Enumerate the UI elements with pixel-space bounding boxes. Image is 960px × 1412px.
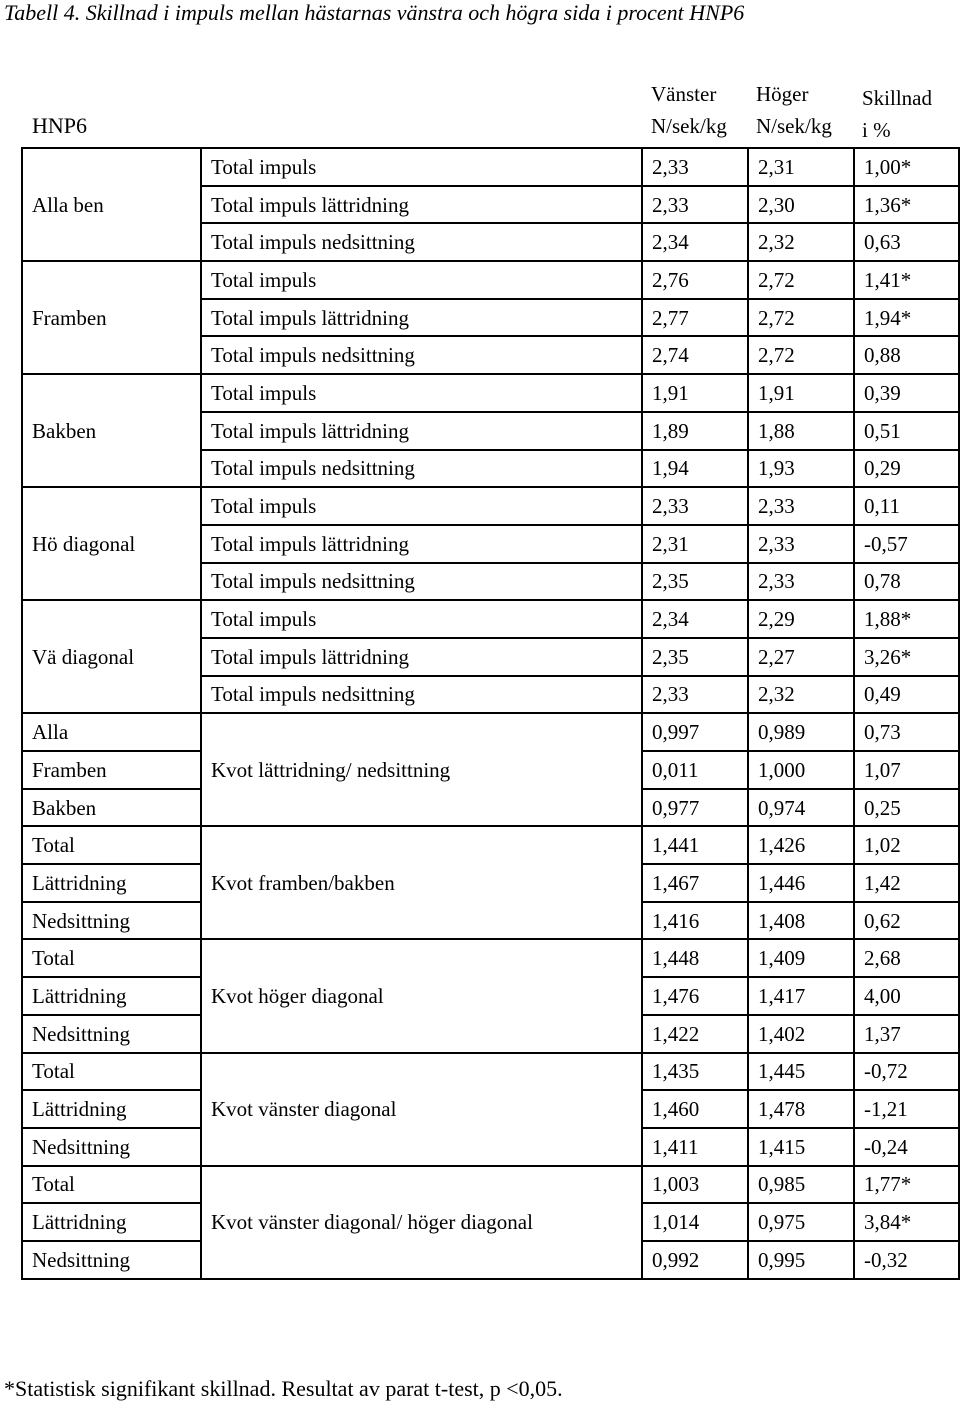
diff-value-cell: -0,24 xyxy=(854,1128,959,1166)
right-value-cell: 1,417 xyxy=(748,977,854,1015)
measure-cell: Total impuls xyxy=(201,374,642,412)
diff-value-cell: 1,42 xyxy=(854,864,959,902)
measure-cell: Kvot höger diagonal xyxy=(201,939,642,1052)
group-cell: Framben xyxy=(22,751,201,789)
measure-cell: Total impuls xyxy=(201,487,642,525)
measure-cell: Kvot vänster diagonal xyxy=(201,1053,642,1166)
left-value-cell: 2,33 xyxy=(642,676,748,714)
measure-cell: Total impuls xyxy=(201,148,642,186)
right-value-cell: 0,974 xyxy=(748,789,854,827)
right-value-cell: 2,31 xyxy=(748,148,854,186)
right-value-cell: 2,33 xyxy=(748,525,854,563)
measure-cell: Total impuls lättridning xyxy=(201,299,642,337)
right-value-cell: 1,478 xyxy=(748,1090,854,1128)
measure-cell: Total impuls nedsittning xyxy=(201,676,642,714)
footnote: *Statistisk signifikant skillnad. Resultat av parat t-test, p <0,05. xyxy=(4,1376,563,1401)
diff-value-cell: 0,88 xyxy=(854,336,959,374)
left-value-cell: 1,91 xyxy=(642,374,748,412)
data-table xyxy=(21,147,960,1280)
diff-value-cell: 3,26* xyxy=(854,638,959,676)
group-cell: Nedsittning xyxy=(22,902,201,940)
right-value-cell: 2,27 xyxy=(748,638,854,676)
header-diff xyxy=(862,82,932,146)
measure-cell: Total impuls nedsittning xyxy=(201,336,642,374)
right-value-cell: 2,32 xyxy=(748,223,854,261)
left-value-cell: 2,76 xyxy=(642,261,748,299)
group-cell: Total xyxy=(22,939,201,977)
right-value-cell: 1,91 xyxy=(748,374,854,412)
group-cell: Nedsittning xyxy=(22,1015,201,1053)
measure-cell: Kvot vänster diagonal/ höger diagonal xyxy=(201,1166,642,1279)
left-value-cell: 1,411 xyxy=(642,1128,748,1166)
left-value-cell: 2,77 xyxy=(642,299,748,337)
diff-value-cell: 1,02 xyxy=(854,826,959,864)
measure-cell: Total impuls xyxy=(201,600,642,638)
diff-value-cell: 1,37 xyxy=(854,1015,959,1053)
measure-cell: Total impuls lättridning xyxy=(201,186,642,224)
group-cell: Bakben xyxy=(22,374,201,487)
diff-value-cell: 1,36* xyxy=(854,186,959,224)
right-value-cell: 2,33 xyxy=(748,487,854,525)
left-value-cell: 0,997 xyxy=(642,713,748,751)
table-row xyxy=(22,826,959,864)
diff-value-cell: 0,63 xyxy=(854,223,959,261)
table-row xyxy=(22,600,959,638)
measure-cell: Total impuls nedsittning xyxy=(201,563,642,601)
right-value-cell: 2,32 xyxy=(748,676,854,714)
table-row xyxy=(22,374,959,412)
right-value-cell: 1,409 xyxy=(748,939,854,977)
measure-cell: Total impuls nedsittning xyxy=(201,223,642,261)
group-cell: Bakben xyxy=(22,789,201,827)
table-row xyxy=(22,148,959,186)
diff-value-cell: 1,77* xyxy=(854,1166,959,1204)
header-left-label: Vänster xyxy=(651,82,717,106)
left-value-cell: 0,992 xyxy=(642,1241,748,1279)
diff-value-cell: 3,84* xyxy=(854,1203,959,1241)
header-diff-unit: i % xyxy=(862,118,891,142)
diff-value-cell: 1,88* xyxy=(854,600,959,638)
right-value-cell: 1,445 xyxy=(748,1053,854,1091)
table-row xyxy=(22,261,959,299)
left-value-cell: 2,31 xyxy=(642,525,748,563)
header-right-label: Höger xyxy=(756,82,809,106)
measure-cell: Kvot framben/bakben xyxy=(201,826,642,939)
right-value-cell: 1,415 xyxy=(748,1128,854,1166)
right-value-cell: 2,30 xyxy=(748,186,854,224)
diff-value-cell: 2,68 xyxy=(854,939,959,977)
diff-value-cell: 1,41* xyxy=(854,261,959,299)
left-value-cell: 2,33 xyxy=(642,148,748,186)
left-value-cell: 1,003 xyxy=(642,1166,748,1204)
left-value-cell: 1,467 xyxy=(642,864,748,902)
header-right-unit: N/sek/kg xyxy=(756,114,832,138)
table-row xyxy=(22,939,959,977)
left-value-cell: 1,448 xyxy=(642,939,748,977)
header-diff-label: Skillnad xyxy=(862,86,933,110)
diff-value-cell: 0,49 xyxy=(854,676,959,714)
group-cell: Lättridning xyxy=(22,1090,201,1128)
header-right xyxy=(756,78,832,142)
group-cell: Lättridning xyxy=(22,977,201,1015)
left-value-cell: 2,34 xyxy=(642,223,748,261)
diff-value-cell: -0,57 xyxy=(854,525,959,563)
left-value-cell: 1,014 xyxy=(642,1203,748,1241)
table-row xyxy=(22,713,959,751)
table-body xyxy=(22,148,959,1279)
right-value-cell: 1,402 xyxy=(748,1015,854,1053)
diff-value-cell: 0,25 xyxy=(854,789,959,827)
group-cell: Total xyxy=(22,826,201,864)
left-value-cell: 1,441 xyxy=(642,826,748,864)
right-value-cell: 1,88 xyxy=(748,412,854,450)
diff-value-cell: 0,39 xyxy=(854,374,959,412)
table-row xyxy=(22,487,959,525)
header-left-unit: N/sek/kg xyxy=(651,114,727,138)
measure-cell: Total impuls lättridning xyxy=(201,638,642,676)
diff-value-cell: 1,07 xyxy=(854,751,959,789)
right-value-cell: 2,72 xyxy=(748,336,854,374)
group-cell: Vä diagonal xyxy=(22,600,201,713)
diff-value-cell: 0,11 xyxy=(854,487,959,525)
right-value-cell: 2,33 xyxy=(748,563,854,601)
group-cell: Alla ben xyxy=(22,148,201,261)
diff-value-cell: 1,94* xyxy=(854,299,959,337)
left-value-cell: 2,35 xyxy=(642,563,748,601)
left-value-cell: 2,35 xyxy=(642,638,748,676)
table-row xyxy=(22,1166,959,1204)
left-value-cell: 0,977 xyxy=(642,789,748,827)
measure-cell: Total impuls xyxy=(201,261,642,299)
table-title: Tabell 4. Skillnad i impuls mellan hästarnas vänstra och högra sida i procent HNP6 xyxy=(4,0,745,25)
diff-value-cell: 0,29 xyxy=(854,450,959,488)
left-value-cell: 0,011 xyxy=(642,751,748,789)
right-value-cell: 2,29 xyxy=(748,600,854,638)
diff-value-cell: 0,78 xyxy=(854,563,959,601)
left-value-cell: 2,74 xyxy=(642,336,748,374)
left-value-cell: 1,460 xyxy=(642,1090,748,1128)
diff-value-cell: -1,21 xyxy=(854,1090,959,1128)
left-value-cell: 1,416 xyxy=(642,902,748,940)
diff-value-cell: -0,32 xyxy=(854,1241,959,1279)
header-left xyxy=(651,78,727,142)
diff-value-cell: 0,51 xyxy=(854,412,959,450)
diff-value-cell: 4,00 xyxy=(854,977,959,1015)
right-value-cell: 1,426 xyxy=(748,826,854,864)
right-value-cell: 1,000 xyxy=(748,751,854,789)
header-group: HNP6 xyxy=(32,113,88,138)
left-value-cell: 2,33 xyxy=(642,186,748,224)
right-value-cell: 0,995 xyxy=(748,1241,854,1279)
left-value-cell: 2,34 xyxy=(642,600,748,638)
right-value-cell: 1,408 xyxy=(748,902,854,940)
diff-value-cell: 0,62 xyxy=(854,902,959,940)
group-cell: Alla xyxy=(22,713,201,751)
right-value-cell: 2,72 xyxy=(748,299,854,337)
left-value-cell: 1,89 xyxy=(642,412,748,450)
measure-cell: Total impuls lättridning xyxy=(201,412,642,450)
right-value-cell: 0,975 xyxy=(748,1203,854,1241)
right-value-cell: 2,72 xyxy=(748,261,854,299)
measure-cell: Total impuls nedsittning xyxy=(201,450,642,488)
left-value-cell: 1,435 xyxy=(642,1053,748,1091)
group-cell: Hö diagonal xyxy=(22,487,201,600)
right-value-cell: 0,989 xyxy=(748,713,854,751)
left-value-cell: 2,33 xyxy=(642,487,748,525)
measure-cell: Kvot lättridning/ nedsittning xyxy=(201,713,642,826)
group-cell: Framben xyxy=(22,261,201,374)
table-row xyxy=(22,1053,959,1091)
right-value-cell: 1,93 xyxy=(748,450,854,488)
diff-value-cell: 1,00* xyxy=(854,148,959,186)
diff-value-cell: 0,73 xyxy=(854,713,959,751)
left-value-cell: 1,94 xyxy=(642,450,748,488)
measure-cell: Total impuls lättridning xyxy=(201,525,642,563)
group-cell: Total xyxy=(22,1053,201,1091)
left-value-cell: 1,476 xyxy=(642,977,748,1015)
group-cell: Nedsittning xyxy=(22,1241,201,1279)
group-cell: Total xyxy=(22,1166,201,1204)
group-cell: Lättridning xyxy=(22,1203,201,1241)
right-value-cell: 0,985 xyxy=(748,1166,854,1204)
right-value-cell: 1,446 xyxy=(748,864,854,902)
left-value-cell: 1,422 xyxy=(642,1015,748,1053)
group-cell: Lättridning xyxy=(22,864,201,902)
group-cell: Nedsittning xyxy=(22,1128,201,1166)
diff-value-cell: -0,72 xyxy=(854,1053,959,1091)
